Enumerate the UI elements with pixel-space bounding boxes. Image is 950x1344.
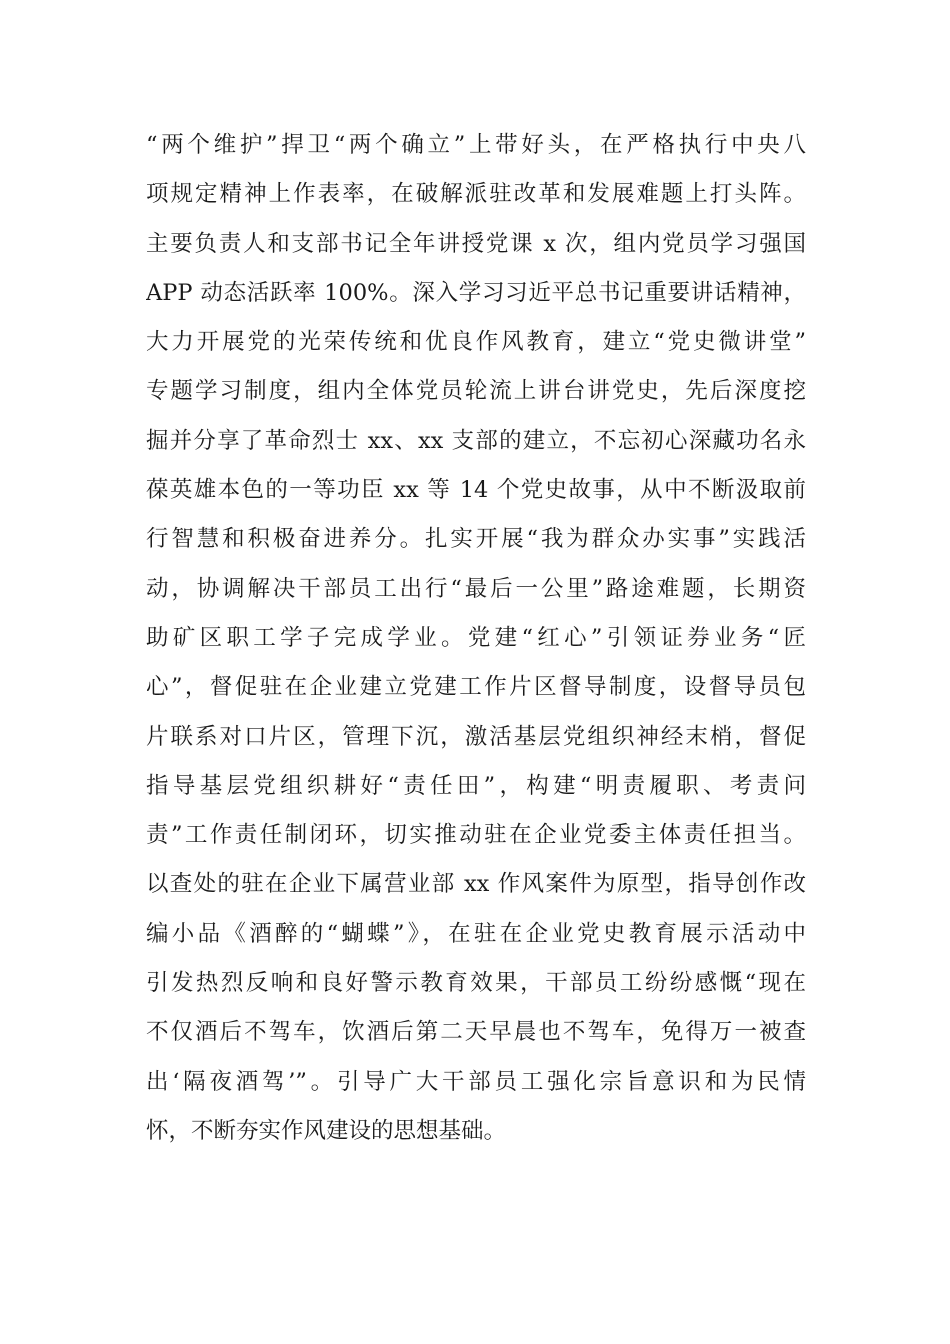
text-line: 指导基层党组织耕好“责任田”，构建“明责履职、考责问 — [146, 772, 806, 799]
text-line: 项规定精神上作表率，在破解派驻改革和发展难题上打头阵。 — [146, 181, 806, 208]
text-line: 不仅酒后不驾车，饮酒后第二天早晨也不驾车，免得万一被查 — [146, 1019, 806, 1046]
text-line: 以查处的驻在企业下属营业部 xx 作风案件为原型，指导创作改 — [146, 871, 806, 898]
text-line: 大力开展党的光荣传统和优良作风教育，建立“党史微讲堂” — [146, 329, 806, 356]
text-line: 片联系对口片区，管理下沉，激活基层党组织神经末梢，督促 — [146, 723, 806, 750]
text-line: 出‘隔夜酒驾’”。引导广大干部员工强化宗旨意识和为民情 — [146, 1068, 806, 1095]
text-line: 行智慧和积极奋进养分。扎实开展“我为群众办实事”实践活 — [146, 526, 806, 553]
body-paragraph — [146, 121, 806, 1156]
text-line: 编小品《酒醉的“蝴蝶”》，在驻在企业党史教育展示活动中 — [146, 920, 806, 947]
text-line: “两个维护”捍卫“两个确立”上带好头，在严格执行中央八 — [146, 132, 806, 158]
text-line: 责”工作责任制闭环，切实推动驻在企业党委主体责任担当。 — [146, 822, 806, 849]
text-line: 助矿区职工学子完成学业。党建“红心”引领证券业务“匠 — [146, 624, 806, 651]
text-line: 心”，督促驻在企业建立党建工作片区督导制度，设督导员包 — [146, 674, 806, 701]
text-line: 怀，不断夯实作风建设的思想基础。 — [146, 1117, 507, 1144]
text-line: 专题学习制度，组内全体党员轮流上讲台讲党史，先后深度挖 — [146, 378, 806, 405]
text-line: APP 动态活跃率 100%。深入学习习近平总书记重要讲话精神， — [146, 279, 806, 306]
text-line: 葆英雄本色的一等功臣 xx 等 14 个党史故事，从中不断汲取前 — [146, 477, 806, 504]
text-line: 掘并分享了革命烈士 xx、xx 支部的建立，不忘初心深藏功名永 — [146, 427, 806, 454]
text-line: 引发热烈反响和良好警示教育效果，干部员工纷纷感慨“现在 — [146, 970, 806, 997]
text-line: 主要负责人和支部书记全年讲授党课 x 次，组内党员学习强国 — [146, 230, 806, 257]
text-line: 动，协调解决干部员工出行“最后一公里”路途难题，长期资 — [146, 575, 806, 602]
